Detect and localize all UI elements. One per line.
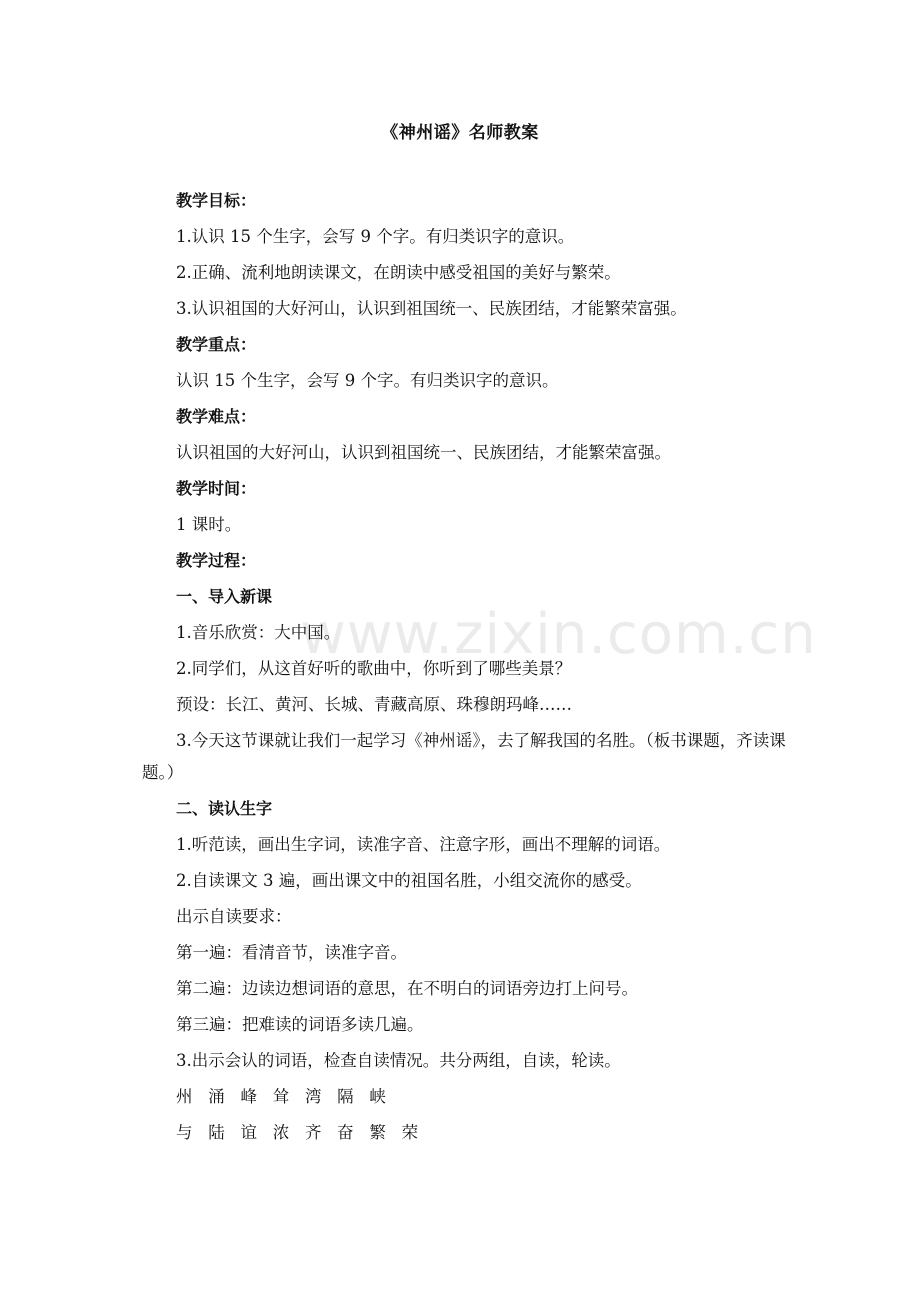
subsection-heading: 一、导入新课 [176,587,273,606]
paragraph: 2.自读课文 3 遍，画出课文中的祖国名胜，小组交流你的感受。 [176,871,642,890]
character-row: 与 陆 谊 浓 齐 奋 繁 荣 [176,1123,419,1142]
paragraph: 1.音乐欣赏：大中国。 [176,623,341,642]
watermark-text: www.zixin.com.cn [300,602,817,667]
section-heading: 教学重点： [176,335,257,354]
paragraph: 3.出示会认的词语，检查自读情况。共分两组，自读，轮读。 [176,1051,621,1070]
paragraph: 1.听范读，画出生字词，读准字音、注意字形，画出不理解的词语。 [176,835,671,854]
paragraph: 1.认识 15 个生字，会写 9 个字。有归类识字的意识。 [176,227,575,246]
paragraph: 出示自读要求： [176,907,292,926]
section-heading: 教学难点： [176,407,257,426]
paragraph: 第二遍：边读边想词语的意思，在不明白的词语旁边打上问号。 [176,979,638,998]
paragraph: 1 课时。 [176,515,242,534]
section-heading: 教学目标： [176,191,257,210]
character-row: 州 涌 峰 耸 湾 隔 峡 [176,1087,386,1106]
paragraph: 第一遍：看清音节，读准字音。 [176,943,407,962]
paragraph: 预设：长江、黄河、长城、青藏高原、珠穆朗玛峰…… [176,695,572,714]
document-body [142,189,802,1157]
subsection-heading: 二、读认生字 [176,799,273,818]
paragraph: 认识祖国的大好河山，认识到祖国统一、民族团结，才能繁荣富强。 [176,443,671,462]
section-heading: 教学时间： [176,479,257,498]
document-title: 《神州谣》名师教案 [381,123,539,143]
paragraph: 认识 15 个生字，会写 9 个字。有归类识字的意识。 [176,371,559,390]
paragraph: 3.认识祖国的大好河山，认识到祖国统一、民族团结，才能繁荣富强。 [176,299,687,318]
paragraph: 第三遍：把难读的词语多读几遍。 [176,1015,424,1034]
paragraph: 2.正确、流利地朗读课文，在朗读中感受祖国的美好与繁荣。 [176,263,621,282]
paragraph: 2.同学们，从这首好听的歌曲中，你听到了哪些美景？ [176,659,572,678]
section-heading: 教学过程： [176,551,257,570]
paragraph: 3.今天这节课就让我们一起学习《神州谣》，去了解我国的名胜。（板书课题，齐读课题。） [142,731,786,782]
